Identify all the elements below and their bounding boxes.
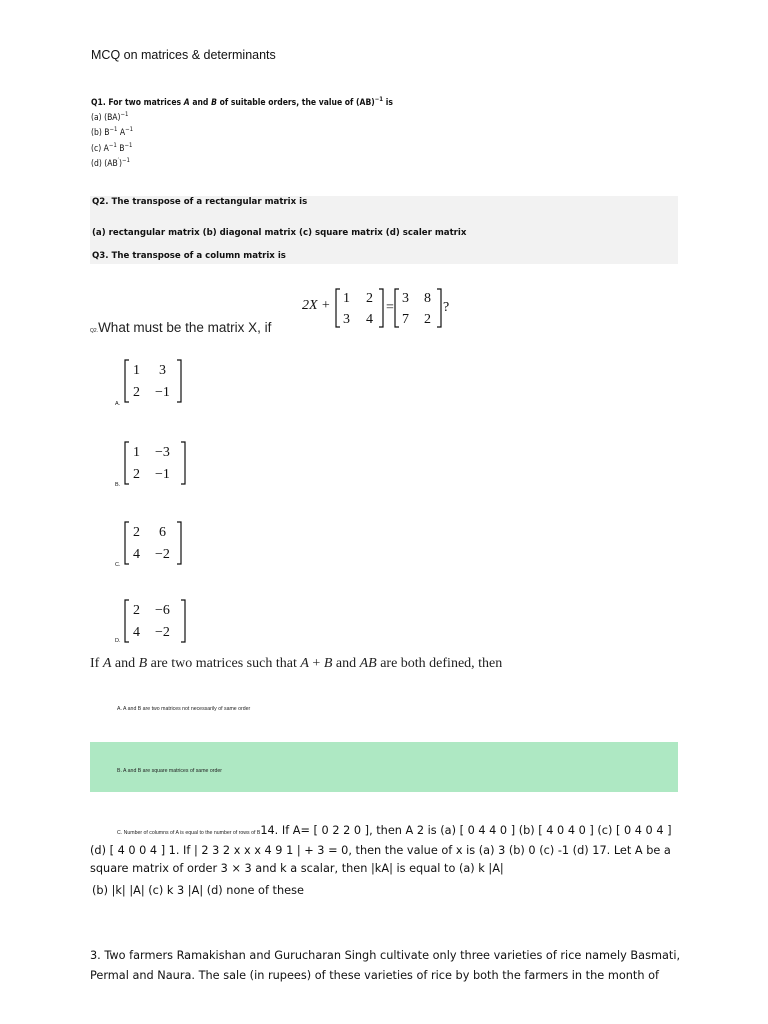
question-1-option-b: (b) $B^{-1}$ $A^{-1}$	[91, 126, 134, 139]
option-c-matrix	[123, 520, 193, 566]
equation-equals: =	[386, 300, 394, 315]
svg-text:−6: −6	[155, 603, 170, 618]
svg-text:3: 3	[343, 312, 350, 327]
sum-option-a: A. A and B are two matrices not necessarily of same order	[117, 706, 251, 712]
svg-text:4: 4	[366, 312, 373, 327]
question-2-options: (a) rectangular matrix (b) diagonal matrix (c) square matrix (d) scaler matrix	[92, 228, 467, 238]
svg-text:2: 2	[133, 385, 140, 400]
option-c-letter: C.	[115, 562, 121, 568]
svg-text:2: 2	[133, 525, 140, 540]
option-b-letter: B.	[115, 482, 121, 488]
equation-lhs: 2X +	[302, 298, 331, 313]
svg-text:7: 7	[402, 312, 409, 327]
highlighted-answer-band	[90, 742, 678, 792]
question-1-number: Q1	[91, 97, 103, 108]
svg-text:2: 2	[366, 291, 373, 306]
svg-text:1: 1	[343, 291, 350, 306]
option-d-letter: D.	[115, 638, 121, 644]
svg-text:−2: −2	[155, 547, 170, 562]
question-1	[91, 94, 393, 170]
option-a-matrix	[123, 358, 193, 404]
question-14-paragraph	[90, 822, 680, 878]
svg-text:−1: −1	[155, 467, 170, 482]
svg-text:2: 2	[424, 312, 431, 327]
svg-text:−2: −2	[155, 625, 170, 640]
matrix-equation	[300, 285, 460, 335]
svg-text:2: 2	[133, 467, 140, 482]
equation-end: ?	[443, 300, 450, 315]
svg-text:3: 3	[159, 363, 166, 378]
svg-text:4: 4	[133, 547, 140, 562]
question-3-farmers: 3. Two farmers Ramakishan and Gurucharan Singh cultivate only three varieties of rice namely Basmati, Permal and Naura. The sale (in rupees) of these varieties of rice by both the farmers in the month of	[90, 949, 681, 982]
sum-option-c: C. Number of columns of A is equal to the number of rows of B	[117, 830, 261, 836]
svg-text:3: 3	[402, 291, 409, 306]
svg-text:8: 8	[424, 291, 431, 306]
sum-option-b: B. A and B are square matrices of same order	[117, 768, 222, 774]
question-1-stem: Q1. For two matrices A and B of suitable orders, the value of (AB)$^{-1}$ is	[91, 96, 393, 108]
question-2-3-block	[90, 196, 678, 264]
svg-text:2: 2	[133, 603, 140, 618]
question-1-option-d: (d) $(AB')^{-1}$	[91, 156, 130, 169]
matrix-sum-question: If A and B are two matrices such that A + B and AB are both defined, then	[90, 656, 503, 671]
page-title: MCQ on matrices & determinants	[91, 48, 276, 62]
question-14-text: 14. If A= [ 0 2 2 0 ], then A 2 is (a) [ 0 4 4 0 ] (b) [ 4 0 4 0 ] (c) [ 0 4 0 4 ] (d) [ 4 0 0 4 ] 1. If | 2 3 2 x x x 4 9 1 | + 3 = 0, then the value of x is (a) 3 (b) 0 (c) -1 (d) 17. Let A be a square matrix of order 3 × 3 and k a scalar, then |kA| is equal to (a) k |A|	[90, 824, 672, 875]
question-3-stem: Q3. The transpose of a column matrix is	[92, 251, 286, 261]
option-d-matrix	[123, 598, 193, 644]
svg-text:1: 1	[133, 445, 140, 460]
question-2-stem: Q2. The transpose of a rectangular matrix is	[92, 197, 308, 207]
svg-text:−1: −1	[155, 385, 170, 400]
question-14-continued: (b) |k| |A| (c) k 3 |A| (d) none of these	[92, 884, 304, 897]
svg-text:6: 6	[159, 525, 166, 540]
svg-text:1: 1	[133, 363, 140, 378]
svg-text:4: 4	[133, 625, 140, 640]
svg-text:−3: −3	[155, 445, 170, 460]
question-prompt: Q2.What must be the matrix X, if	[90, 320, 272, 335]
question-1-option-c: (c) $A^{-1}$ $B^{-1}$	[91, 141, 133, 154]
question-1-option-a: (a) (BA)$^{-1}$	[91, 111, 129, 124]
option-b-matrix	[123, 440, 193, 486]
option-a-letter: A.	[115, 401, 121, 407]
